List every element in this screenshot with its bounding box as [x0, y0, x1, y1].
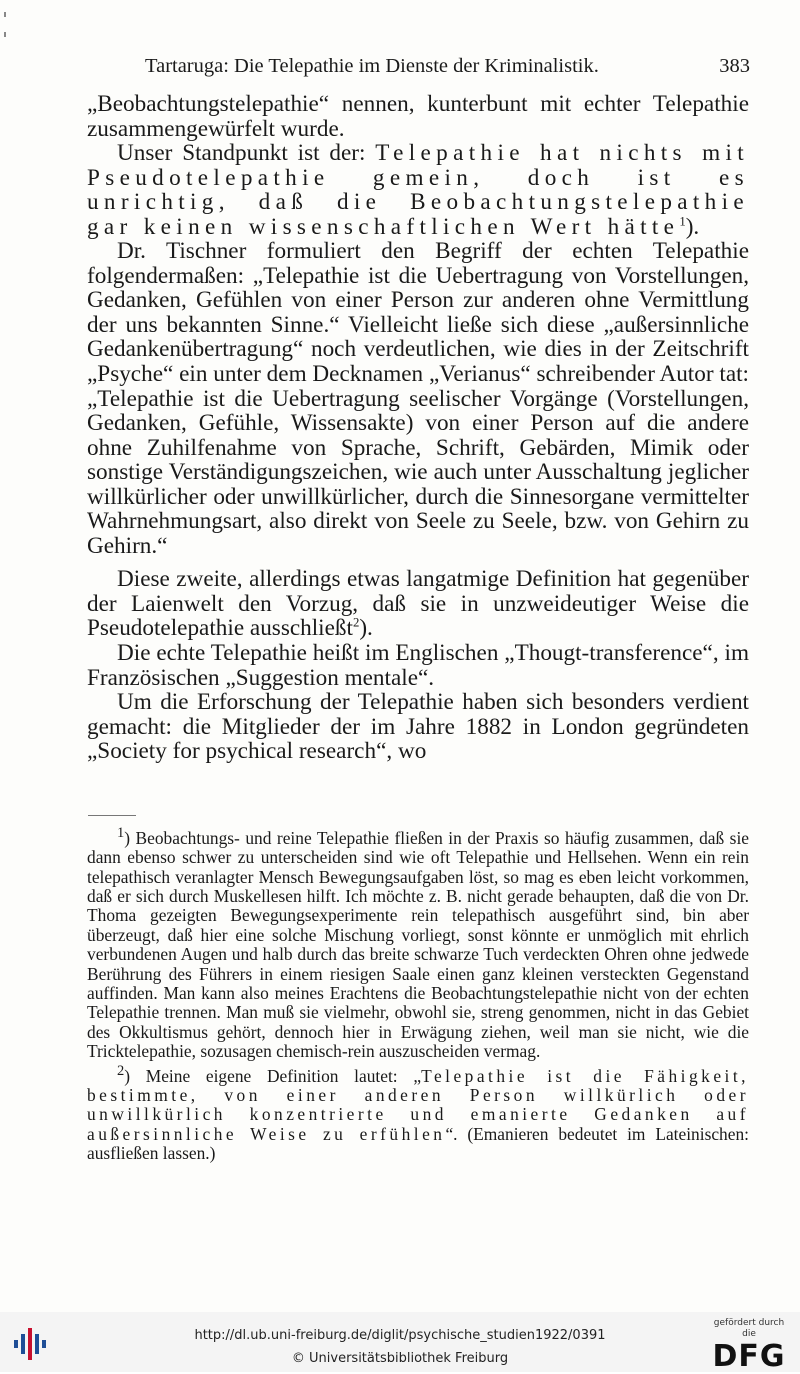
- paragraph: Um die Erforschung der Telepathie haben sich besonders verdient gemacht: die Mitglieder der im Jahre 1882 in London gegründeten „Society for psychical research“, wo: [87, 689, 749, 765]
- scan-edge-mark: [4, 32, 6, 37]
- main-text: [87, 92, 749, 764]
- footnote-ref: 2: [352, 615, 360, 630]
- dfg-wordmark: DFG: [712, 1339, 786, 1374]
- footnote-1: $^1$) Beobachtungs- und reine Telepathie fließen in der Praxis so häufig zusammen, daß sie dann ebenso schwer zu unterscheiden sind wie oft Telepathie und Hellsehen. Wenn ein rein telepathisch veranlagter Mensch Bewegungsaufgaben löst, so mag es eben leicht vorkommen, daß er sich durch Muskellesen hilft. Ich möchte z. B. nicht gerade behaupten, daß die von Dr. Thoma gezeigten Bewegungsexperimente rein telepathisch ausgeführt sind, bin aber überzeugt, daß hier eine solche Mischung vorliegt, sonst könnte er unmöglich mit ehrlich verbundenen Augen und halb durch das breite schwarze Tuch verdeckten Ohren ohne jedwede Berührung des Führers in einem riesigen Saale einen ganz kleinen versteckten Gegenstand auffinden. Man kann also meines Erachtens die Beobachtungstelepathie nicht von der echten Telepathie trennen. Man muß sie vielmehr, obwohl sie, streng genommen, nicht in das Gebiet des Okkultismus gehört, dennoch hier in Erwägung ziehen, weil man sie nicht, wie die Tricktelepathie, sozusagen chemisch-rein auszuscheiden vermag.: [87, 825, 749, 1062]
- footnote-ref: 1: [679, 214, 686, 228]
- paragraph: Dr. Tischner formuliert den Begriff der echten Telepathie folgendermaßen: „Telepathie ist die Uebertragung von Vorstellungen, Gedanken, Gefühlen von einer Person zur anderen ohne Vermittlung der uns bekannten Sinne.“ Vielleicht ließe sich diese „außersinnliche Gedankenübertragung“ noch verdeutlichen, wie dies in der Zeitschrift „Psyche“ ein unter dem Decknamen „Verianus“ schreibender Autor tat: „Telepathie ist die Uebertragung seelischer Vorgänge (Vorstellungen, Gedanken, Gefühle, Wissensakte) von einer Person auf die andere ohne Zuhilfenahme von Sprache, Schrift, Gebärden, Mimik oder sonstige Verständigungszeichen, wie auch unter Ausschaltung jeglicher willkürlicher oder unwillkürlicher, durch die Sinnesorgane vermittelter Wahrnehmungsart, also direkt von Seele zu Seele, bzw. von Gehirn zu Gehirn.“: [87, 238, 749, 559]
- running-head: [145, 55, 750, 85]
- page-number: 383: [719, 55, 750, 77]
- copyright-notice: © Universitätsbibliothek Freiburg: [291, 1351, 509, 1366]
- footnote-mark: 2: [117, 1062, 125, 1079]
- paragraph: Die echte Telepathie heißt im Englischen „Thougt-transference“, im Französischen „Suggestion mentale“.: [87, 640, 749, 691]
- paragraph: „Beobachtungstelepathie“ nennen, kunterbunt mit echter Telepathie zusammengewürfelt wurde.: [87, 91, 749, 142]
- footnotes: [87, 824, 749, 1164]
- paragraph: Diese zweite, allerdings etwas langatmige Definition hat gegenüber der Laienwelt den Vorzug, daß sie in unzweideutiger Weise die Pseudotelepathie ausschließt$^2$).: [87, 566, 749, 642]
- footnote-rule: [88, 815, 136, 816]
- paragraph: Unser Standpunkt ist der: Telepathie hat nichts mit Pseudotelepathie gemein, doch ist es unrichtig, daß die Beobachtungstelepathie gar keinen wissenschaftlichen Wert hätte$^1$).: [87, 140, 749, 240]
- dfg-logo: [708, 1318, 790, 1374]
- footnote-mark: 1: [117, 825, 125, 841]
- dfg-funding-note: gefördert durch die: [713, 1318, 785, 1339]
- spaced-emphasis: Telepathie ist die Fähigkeit, bestimmte, von einer anderen Person willkürlich oder unwillkürlich konzentrierte und emanierte Gedanken auf außersinnliche Weise zu erfühlen: [87, 1065, 749, 1144]
- scan-edge-mark: [4, 12, 6, 17]
- running-title: Tartaruga: Die Telepathie im Dienste der Kriminalistik.: [145, 55, 599, 77]
- viewer-footer: [0, 1312, 800, 1372]
- footnote-2: $^2$) Meine eigene Definition lautet: „Telepathie ist die Fähigkeit, bestimmte, von einer anderen Person willkürlich oder unwillkürlich konzentrierte und emanierte Gedanken auf außersinnliche Weise zu erfühlen“. (Emanieren bedeutet im Lateinischen: ausfließen lassen.): [87, 1062, 749, 1164]
- spaced-emphasis: Telepathie hat nichts mit Pseudotelepathie gemein, doch ist es unrichtig, daß die Beobachtungstelepathie gar keinen wissenschaftlichen Wert hätte: [87, 140, 749, 240]
- permalink[interactable]: http://dl.ub.uni-freiburg.de/diglit/psychische_studien1922/0391: [194, 1328, 606, 1343]
